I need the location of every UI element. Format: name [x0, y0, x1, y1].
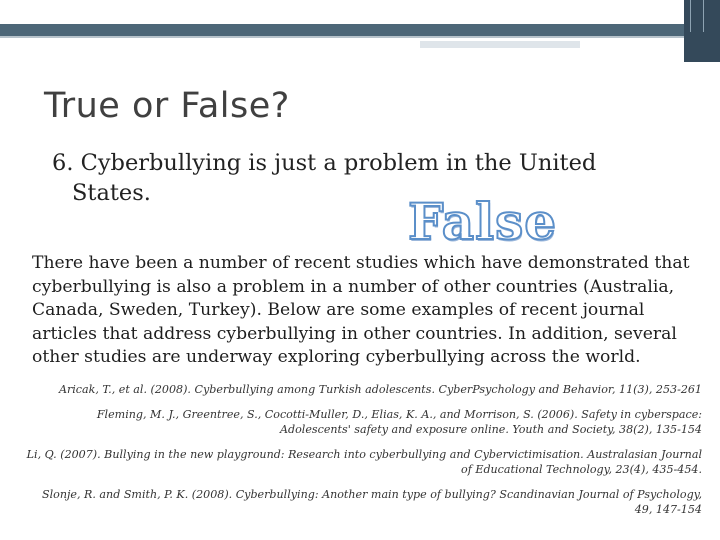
top-decorative-bar	[0, 24, 720, 36]
slide-title: True or False?	[44, 86, 290, 126]
reference-item: Slonje, R. and Smith, P. K. (2008). Cyberbullying: Another main type of bullying? Scandinavian Journal of Psychology, 49, 147-154	[42, 487, 702, 516]
reference-item: Fleming, M. J., Greentree, S., Cocotti-Muller, D., Elias, K. A., and Morrison, S. (2006). Safety in cyberspace: Adolescents' safety and exposure online. Youth and Society, 38(2), 135-154	[96, 407, 702, 436]
explanation-paragraph: There have been a number of recent studies which have demonstrated that cyberbullying is also a problem in a number of other countries (Australia, Canada, Sweden, Turkey). Below are some examples of recent journal articles that address cyberbullying in other countries. In addition, several other studies are underway exploring cyberbullying across the world.	[32, 253, 690, 368]
reference-item: Aricak, T., et al. (2008). Cyberbullying among Turkish adolescents. CyberPsychology and Behavior, 11(3), 253-261	[58, 383, 702, 396]
question-line-2: States.	[72, 180, 151, 206]
top-bar-shadow	[0, 36, 720, 38]
question-line-1: 6. Cyberbullying is just a problem in the United	[52, 150, 597, 176]
top-bar-accent	[420, 41, 580, 48]
references-list	[26, 382, 702, 527]
corner-lines	[690, 0, 704, 32]
reference-item: Li, Q. (2007). Bullying in the new playground: Research into cyberbullying and Cybervictimisation. Australasian Journal of Educational Technology, 23(4), 435-454.	[26, 447, 702, 476]
answer-false-wordart: False	[408, 192, 558, 251]
question-text	[52, 148, 652, 208]
